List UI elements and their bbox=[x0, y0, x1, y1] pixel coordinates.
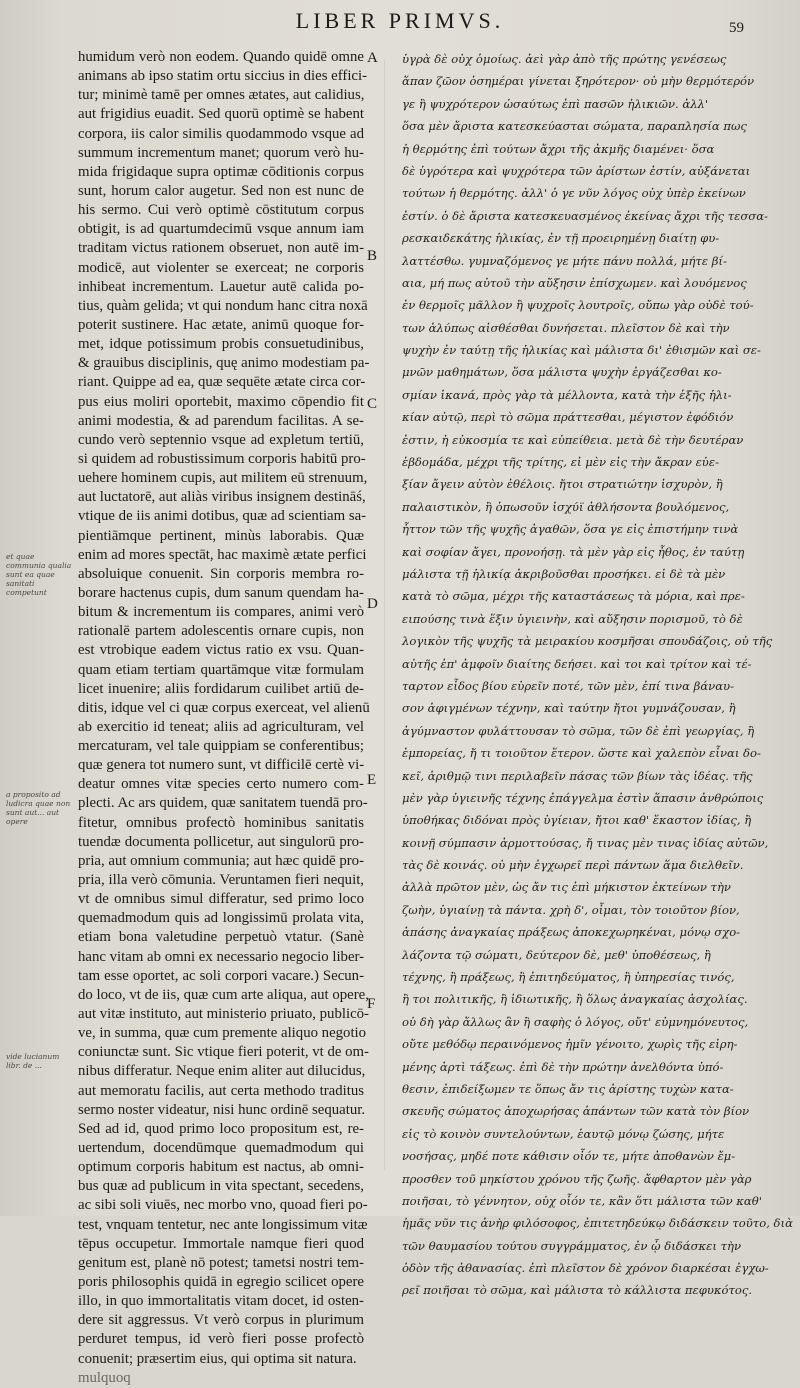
latin-line: aut luctatorē, aut aliàs viribus insignem destināś, bbox=[78, 489, 366, 506]
latin-line: borare hactenus cupis, dum sanum quendam ha- bbox=[78, 584, 364, 601]
greek-line: ρεῖ ποιῆσαι τὸ σῶμα, καὶ μάλιστα τὸ κάλλιστα πεφυκότος. bbox=[402, 1283, 753, 1298]
handwritten-margin-note: a proposito ad ludicra quae non sunt aut... aut opere bbox=[6, 790, 71, 826]
greek-line: μνῶν μαθημάτων, ὅσα μάλιστα ψυχὴν ἐργάζεσθαι κο- bbox=[402, 365, 722, 380]
latin-line: est vtrobique eadem victus ratio ex vsu. Quan- bbox=[78, 642, 364, 659]
greek-line: ὁδὸν τῆς ἀθανασίας. ἐπὶ πλεῖστον δὲ χρόνον διαρκέσαι ἐγχω- bbox=[402, 1261, 769, 1276]
latin-line: aut memoratu facilis, aut certa methodo traditus bbox=[78, 1082, 364, 1099]
greek-line: δὲ ὑγρότερα καὶ ψυχρότερα τῶν ἀρίστων ἐστίν, αὐξάνεται bbox=[402, 163, 751, 178]
greek-line: τὰς δὲ κοινάς. οὐ μὴν ἐγχωρεῖ περὶ πάντων ἅμα διελθεῖν. bbox=[402, 858, 744, 873]
greek-line: ξίαν ἄγειν αὐτὸν ἐθέλοις. ἤτοι στρατιώτην ἰσχυρὸν, ἢ bbox=[402, 477, 723, 492]
latin-line: quemadmodum quis ad longissimū prolata vita, bbox=[78, 910, 364, 927]
latin-line: cundo verò septennio vsque ad expletum tertiū, bbox=[78, 431, 364, 448]
greek-line: ἐν θερμοῖς μᾶλλον ἢ ψυχροῖς λουτροῖς, οὔπω γὰρ οὐδὲ τού- bbox=[402, 298, 754, 313]
latin-line: si quidem ad robustissimum corporis habitū pro- bbox=[78, 450, 366, 467]
handwritten-margin-note: et quae communia qualia sunt ea quae sanitati competunt bbox=[6, 552, 72, 597]
greek-line: ὅσα μὲν ἄριστα κατεσκεύασται σώματα, παραπλησία πως bbox=[402, 119, 747, 134]
greek-line: καὶ σοφίαν ἄγει, προνοήσῃ. τὰ μὲν γὰρ εἰς ἦθος, ἐν ταύτῃ bbox=[402, 544, 745, 559]
greek-line: ποιῆσαι, τὸ γέννητον, οὐχ οἷόν τε, κἂν ὅτι μάλιστα τῶν καθ' bbox=[402, 1193, 762, 1208]
greek-line: τῶν θαυμασίου τούτου συγγράμματος, ἐν ᾧ διδάσκει τὴν bbox=[402, 1238, 741, 1253]
latin-line: fitetur, omnibus profectò hominibus sanitatis bbox=[78, 814, 364, 831]
latin-line: tuendæ documenta pollicetur, aut singulorū pro- bbox=[78, 833, 364, 850]
latin-line: deatur omnes vitæ species certo numero com- bbox=[78, 776, 364, 793]
greek-line: σον ἀφιγμένων τέχνην, καὶ ταύτην ἤτοι γυμνάζουσαν, ἢ bbox=[402, 701, 736, 716]
latin-line: met, idque potissimum probis consuetudinibus, bbox=[78, 336, 364, 353]
latin-line: coniunctæ sunt. Sic vtique fieri poterit, vt de om- bbox=[78, 1044, 369, 1061]
latin-line: humidum verò non eodem. Quando quidē omne bbox=[78, 49, 364, 65]
latin-line: bitum & incrementum iis compares, animi verò bbox=[78, 604, 364, 621]
greek-line: ὑγρὰ δὲ οὐχ ὁμοίως. ἀεὶ γὰρ ἀπὸ τῆς πρώτης γενέσεως bbox=[402, 52, 727, 66]
greek-line: τούτων ἡ θερμότης. ἀλλ' ὁ γε νῦν λόγος οὐχ ὑπὲρ ἐκείνων bbox=[402, 186, 746, 201]
running-head: LIBER PRIMVS. bbox=[295, 8, 505, 33]
page-number: 59 bbox=[729, 20, 744, 36]
latin-line: uehere hominem cupis, aut militem eū strenuum, bbox=[78, 470, 368, 487]
greek-line: μάλιστα τῇ ἡλικίᾳ ἀκριβοῦσθαι προσήκει. εἰ δὲ τὰ μὲν bbox=[402, 566, 726, 581]
latin-line: absoluique conuenit. Sin corporis membra ro- bbox=[78, 565, 364, 582]
greek-line: σμίαν ἱκανά, πρὸς γὰρ τὰ μέλλοντα, κατὰ τὴν ἑξῆς ἡλι- bbox=[402, 387, 732, 402]
greek-line: κατὰ τὸ σῶμα, μέχρι τῆς καταστάσεως τὰ μόρια, καὶ πρε- bbox=[402, 589, 745, 604]
greek-line: ἡμᾶς νῦν τις ἀνὴρ φιλόσοφος, ἐπιτετηδεύκῳ διδάσκειν τοῦτο, διὰ bbox=[402, 1216, 793, 1231]
section-marker: D bbox=[367, 596, 378, 612]
greek-line: μὲν γὰρ ὑγιεινῆς τέχνης ἐπάγγελμα ἐστὶν ἅπασιν ἀνθρώποις bbox=[402, 790, 764, 805]
latin-line: his sermo. Cui verò optimè cōstitutum corpus bbox=[78, 202, 364, 219]
greek-line: ἅπαν ζῶον ὁσημέραι γίνεται ξηρότερον· οὐ μὴν θερμότερόν bbox=[402, 74, 755, 89]
handwritten-margin-note: vide lucianum libr. de ... bbox=[6, 1052, 60, 1070]
latin-line: mercaturam, vel tale quippiam se conferentibus; bbox=[78, 738, 364, 755]
latin-line: etiam bona valetudine perpetuò vtatur. (Sanè bbox=[78, 929, 364, 946]
latin-line: do loco, vt de iis, quæ cum arte aliqua, aut opere, bbox=[78, 986, 369, 1003]
latin-line: perduret tempus, id verò fieri posse profectò bbox=[78, 1331, 364, 1348]
latin-line: genitum est, planè nō potest; tametsi nostri tem- bbox=[78, 1254, 364, 1271]
catchword: mulquoq bbox=[78, 1369, 131, 1386]
latin-line: traditam victus rationem obseruet, non autē im- bbox=[78, 240, 364, 257]
latin-line: rationalē partem adolescentis ornare cupis, non bbox=[78, 623, 364, 640]
greek-line: ἀγύμναστον φυλάττουσαν τὸ σῶμα, τῶν δὲ ἐπὶ γεωργίας, ἢ bbox=[402, 723, 755, 738]
latin-line: aut vitæ instituto, aut ministerio priuato, publicō- bbox=[78, 1006, 369, 1023]
greek-line: θεσιν, ἐπιδείξωμεν τε ὅπως ἄν τις ἀρίστης τυχὼν κατα- bbox=[402, 1081, 734, 1096]
latin-line: vt de omnibus simul differatur, sed primo loco bbox=[78, 891, 364, 908]
greek-line: ψυχὴν ἐν ταύτῃ τῆς ἡλικίας καὶ μάλιστα δι' ἐθισμῶν καὶ σε- bbox=[402, 343, 761, 358]
latin-text-column bbox=[78, 48, 370, 1388]
greek-line: ζωὴν, ὑγιαίνῃ τὰ πάντα. χρὴ δ', οἶμαι, τὸν τοιοῦτον βίον, bbox=[402, 902, 740, 917]
latin-line: uertendum, docendūmque quemadmodum qui bbox=[78, 1140, 364, 1157]
greek-line: λάζοντα τῷ σώματι, δεύτερον δὲ, μεθ' ὑποθέσεως, ἢ bbox=[402, 947, 711, 962]
greek-line: σκευῆς σώματος ἀποχωρήσας ἁπάντων τῶν κατὰ τὸν βίον bbox=[402, 1104, 750, 1119]
latin-line: obtigit, is ad quartumdecimū vsque annum iam bbox=[78, 221, 364, 238]
latin-line: pientiāmque pertinent, minùs laborabis. Quæ bbox=[78, 527, 364, 544]
latin-line: enim ad mores spectāt, hac maximè ætate perfici bbox=[78, 546, 367, 563]
greek-line: αια, μή πως αὐτοῦ τὴν αὔξησιν ἐπίσχωμεν. καὶ λουόμενος bbox=[402, 275, 747, 290]
greek-line: ἢ τοι πολιτικῆς, ἢ ἰδιωτικῆς, ἢ ὅλως ἀναγκαίας ἀσχολίας. bbox=[402, 992, 748, 1007]
greek-line: ἀλλὰ πρῶτον μὲν, ὡς ἄν τις ἐπὶ μήκιστον ἐκτείνων τὴν bbox=[402, 880, 731, 895]
latin-line: tēpus occupetur. Immortale namque fieri quod bbox=[78, 1235, 364, 1252]
latin-line: quam etiam tertiam quartāmque vitæ formulam bbox=[78, 661, 364, 678]
latin-line: test, vnquam tentetur, nec ante longissimum vitæ bbox=[78, 1216, 368, 1233]
greek-line: τέχνης, ἢ πράξεως, ἢ ἐπιτηδεύματος, ἢ ὑπηρεσίας τινός, bbox=[402, 970, 735, 985]
latin-line: corpora, iis calor similis quodammodo vsque ad bbox=[78, 125, 364, 142]
greek-line: ταρτον εἶδος βίου εὑρεῖν ποτέ, τῶν μὲν, ἐπί τινα βάναυ- bbox=[402, 678, 734, 693]
latin-line: Sed ad id, quod primo loco propositum est, re- bbox=[78, 1120, 364, 1137]
greek-line: ἐμπορείας, ἤ τι τοιοῦτον ἕτερον. ὥστε καὶ χαλεπὸν εἶναι δο- bbox=[402, 746, 761, 761]
section-marker: A bbox=[367, 50, 378, 66]
greek-text-column bbox=[402, 48, 793, 1302]
latin-line: & grauibus disciplinis, quę animo modestiam pa- bbox=[78, 355, 370, 372]
latin-line: nibus differatur. Neque enim aliter aut dilucidus, bbox=[78, 1063, 366, 1080]
latin-line: poterit sustinere. Hac ætate, animū quoque for- bbox=[78, 316, 364, 333]
greek-line: προσθεν τοῦ μηκίστου χρόνου τῆς ζωῆς. ἄφθαρτον μὲν γὰρ bbox=[402, 1171, 752, 1186]
greek-line: ειπούσης τινὰ ἕξιν ὑγιεινὴν, καὶ αὔξησιν πορισμοῦ, τὸ δὲ bbox=[402, 611, 743, 626]
latin-line: tur; minimè tamē per omnes ætates, aut calidius, bbox=[78, 87, 365, 104]
latin-line: poris philosophis quidā in egregio scilicet opere bbox=[78, 1274, 364, 1290]
latin-line: illo, in quo immortalitatis vitam docet, id osten- bbox=[78, 1293, 364, 1310]
latin-line: tius, quàm gelida; vt qui nondum hanc citra noxā bbox=[78, 297, 368, 314]
greek-line: ἐστιν, ἡ εὐκοσμία τε καὶ εὐπείθεια. μετὰ δὲ τὴν δευτέραν bbox=[402, 432, 744, 447]
latin-line: bus quæ ad publicum in vita spectant, secedens, bbox=[78, 1178, 364, 1195]
latin-line: pria, illa verò cōmunia. Veruntamen fieri nequit, bbox=[78, 872, 364, 889]
latin-line: ditis, idque vel ci quæ corpus exerceat, vel alienū bbox=[78, 699, 370, 716]
latin-line: mida frigidaque supra optimæ cōditionis corpus bbox=[78, 163, 364, 180]
latin-line: pus eius moliri oportebit, maximo cōpendio fit bbox=[78, 393, 364, 410]
greek-line: εἰς τὸ κοινὸν συντελούντων, ἑαυτῷ μόνῳ ζώσης, μήτε bbox=[402, 1126, 725, 1141]
latin-line: ve, in summa, quæ cum premente aliquo negotio bbox=[78, 1025, 367, 1042]
greek-line: ὑποθήκας διδόναι πρὸς ὑγίειαν, ἤτοι καθ' ἕκαστον ἰδίας, ἢ bbox=[402, 813, 752, 828]
latin-line: tam esse oportet, ac soli corpori vacare.) Secun- bbox=[78, 967, 364, 984]
greek-line: κοινῇ σύμπασιν ἁρμοττούσας, ἤ τινας μὲν τινας ἰδίας αὐτῶν, bbox=[402, 835, 769, 850]
latin-line: plecti. Ac ars quidem, quæ sanitatem tuendā pro- bbox=[78, 795, 368, 812]
latin-line: riant. Quippe ad ea, quæ sequēte ætate circa cor- bbox=[78, 374, 366, 391]
latin-line: ac sibi soli viuēs, nec morbo vno, quoad fieri po- bbox=[78, 1197, 368, 1214]
section-marker: E bbox=[367, 772, 377, 788]
latin-line: conuenit; præsertim eius, qui optima sit natura. bbox=[78, 1350, 357, 1367]
greek-line: ἐστίν. ὁ δὲ ἄριστα κατεσκευασμένος ἐκείνας ἄχρι τῆς τεσσα- bbox=[402, 208, 768, 223]
greek-line: παλαιστικὸν, ἢ ὁπωσοῦν ἰσχύϊ ἀθλήσοντα βουλόμενος, bbox=[402, 499, 730, 514]
greek-line: λογικὸν τῆς ψυχῆς τὰ μειρακίου κοσμῆσαι σπουδάζοις, οὐ τῆς bbox=[402, 634, 773, 649]
section-marker: F bbox=[367, 996, 376, 1012]
column-gutter bbox=[384, 60, 385, 1170]
section-marker: B bbox=[367, 248, 378, 264]
greek-line: οὐ δὴ γὰρ ἄλλως ἂν ἢ σαφὴς ὁ λόγος, οὔτ' εὐμνημόνευτος, bbox=[402, 1014, 749, 1029]
latin-line: vtique de iis animi dotibus, quæ ad scientiam sa- bbox=[78, 508, 367, 525]
greek-line: ἑβδομάδα, μέχρι τῆς τρίτης, εἰ μὲν εἰς τὴν ἄκραν εὐε- bbox=[402, 455, 719, 470]
greek-line: κίαν αὐτῷ, περὶ τὸ σῶμα πράττεσθαι, μέγιστον ἐφόδιόν bbox=[402, 410, 734, 425]
latin-line: licet inuenire; aliis fordidarum cuilibet artiū de- bbox=[78, 680, 364, 697]
latin-line: modicē, aut violenter se exerceat; ne corporis bbox=[78, 259, 364, 276]
latin-line: quæ genera tot numero sunt, vt difficilē certè vi- bbox=[78, 757, 365, 774]
latin-line: ab exercitio id teneat; aliis ad agriculturam, vel bbox=[78, 718, 364, 735]
greek-line: κεῖ, ἀριθμῷ τινι περιλαβεῖν πάσας τῶν βίων τὰς ἰδέας. τῆς bbox=[402, 768, 753, 783]
greek-line: ἧττον τῶν τῆς ψυχῆς ἀγαθῶν, ὅσα γε εἰς ἐπιστήμην τινὰ bbox=[402, 522, 739, 537]
section-marker: C bbox=[367, 396, 378, 412]
latin-line: hanc vitam ab omni ex necessario negocio liber- bbox=[78, 948, 365, 965]
greek-line: μένης ἀρτὶ τάξεως. ἐπὶ δὲ τὴν πρώτην ἀνελθόντα ὑπό- bbox=[402, 1059, 724, 1074]
greek-line: οὔτε μεθόδῳ περαινόμενος ἡμῖν γένοιτο, χωρὶς τῆς εἰρη- bbox=[402, 1037, 738, 1052]
latin-line: dere sit aggressus. Vt verò corpus in plurimum bbox=[78, 1312, 364, 1329]
latin-line: summum incrementum manet; quorum verò hu- bbox=[78, 144, 364, 161]
latin-line: aut frigidius euadit. Sed quorū optimè se habent bbox=[78, 106, 364, 123]
latin-line: animi modestia, & ad parendum facilitas. A se- bbox=[78, 412, 364, 429]
greek-line: νοσήσας, μηδέ ποτε κάθισιν οἷόν τε, μήτε ἀποθανὼν ἔμ- bbox=[402, 1149, 736, 1164]
greek-line: ἡ θερμότης ἐπὶ τούτων ἄχρι τῆς ἀκμῆς διαμένει· ὅσα bbox=[402, 141, 715, 156]
latin-line: pria, aut omnium communia; aut hæc quidē pro- bbox=[78, 852, 365, 869]
latin-line: sermo noster videatur, nisi hunc ordinē sequatur. bbox=[78, 1101, 366, 1118]
latin-line: sunt, horum calor augetur. Sed non est nunc de bbox=[78, 182, 364, 199]
greek-line: αὐτῆς ἐπ' ἀμφοῖν διαίτης δεήσει. καὶ τοι καὶ τρίτον καὶ τέ- bbox=[402, 656, 752, 671]
greek-line: ρεσκαιδεκάτης ἡλικίας, ἐν τῇ προειρημένῃ διαίτῃ φυ- bbox=[402, 231, 720, 246]
greek-line: των ἀλύπως αἰσθέσθαι δυνήσεται. πλεῖστον δὲ καὶ τὴν bbox=[402, 320, 730, 335]
greek-line: ἁπάσης ἀναγκαίας πράξεως ἀποκεχωρηκέναι, μόνῳ σχο- bbox=[402, 925, 741, 940]
greek-line: λαττέσθω. γυμναζόμενος γε μήτε πάνυ πολλά, μήτε βί- bbox=[402, 253, 727, 268]
latin-line: animans ab ipso statim ortu siccius in dies effici- bbox=[78, 68, 368, 85]
greek-line: γε ἢ ψυχρότερον ὡσαύτως ἐπὶ πασῶν ἡλικιῶν. ἀλλ' bbox=[402, 96, 709, 111]
latin-line: inhibeat incrementum. Lauetur autē calida po- bbox=[78, 278, 364, 295]
latin-line: optimum corporis habitum est nactus, ab omni- bbox=[78, 1159, 364, 1176]
